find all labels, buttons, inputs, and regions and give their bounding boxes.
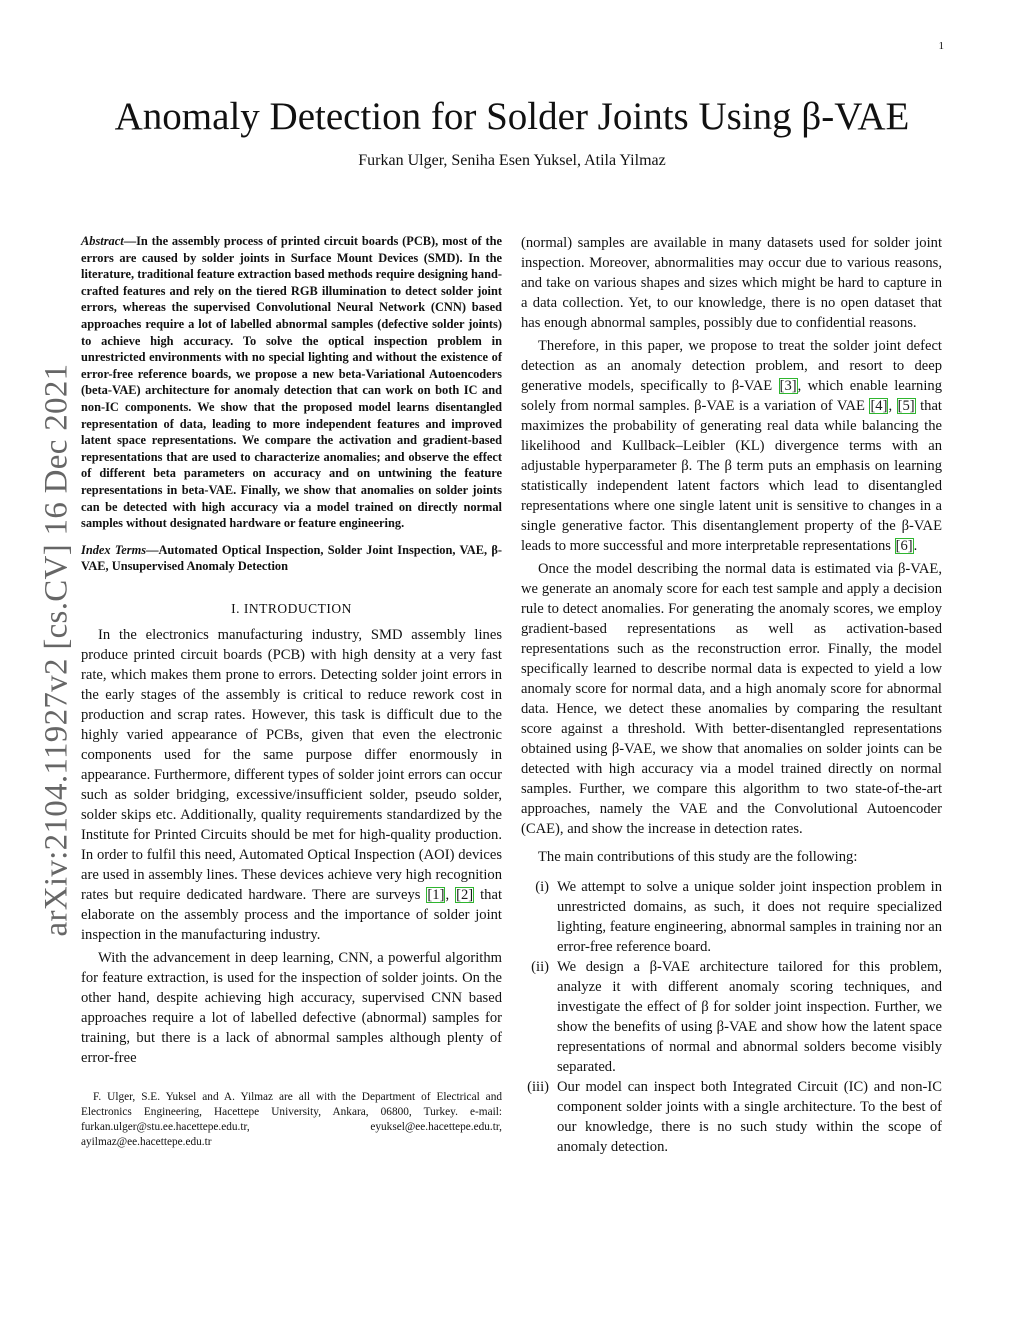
intro-paragraph-5: Once the model describing the normal data is estimated via β-VAE, we generate an anomaly score for each test sample and apply a decision rule to detect anomalies. For generating the anomaly scores, we employ gradient-based representations as well as activation-based representations such as the reconstruction error. Finally, the model specifically learned to describe normal data is expected to yield a low anomaly score for normal data, and a high anomaly score for abnormal data. Hence, we detect these anomalies by comparing the resultant score against a threshold. With better-disentangled representations obtained using β-VAE, we show that anomalies on solder joints can be detected with high accuracy via a model trained directly on normal samples. Further, we compare this algorithm to two state-of-the-art approaches, namely the VAE and the Convolutional Autoencoder (CAE), and show the increase in detection rates. [521, 561, 942, 837]
contribution-text: Our model can inspect both Integrated Circuit (IC) and non-IC component solder joints with a single architecture. To the best of our knowledge, there is no such study within the scope of anomaly detection. [557, 1079, 942, 1155]
author-list: Furkan Ulger, Seniha Esen Yuksel, Atila Yilmaz [358, 152, 666, 169]
abstract-label: Abstract [81, 234, 124, 248]
contribution-number: (i) [535, 879, 549, 895]
citation-link-4[interactable]: [4] [870, 398, 888, 414]
paper-title: Anomaly Detection for Solder Joints Using β-VAE [114, 95, 910, 138]
intro-paragraph-2: With the advancement in deep learning, CNN, a powerful algorithm for feature extraction, is used for the inspection of solder joints. On the other hand, despite achieving high accuracy, supervised CNN based approaches require a lot of labelled defective (abnormal) samples for training, but there is a lack of abnormal samples although plenty of error-free [81, 949, 502, 1066]
intro-paragraph-1: In the electronics manufacturing industry, SMD assembly lines produce printed circuit boards (PCB) with high density at a very fast rate, which makes them prone to errors. Detecting solder joint errors in the early stages of the assembly is critical to reduce rework cost in production and scrap rates. However, this task is difficult due to the highly varied appearance of PCBs, given that even the electronic components used for the same purpose differ enormously in appearance. Furthermore, different types of solder joint errors can occur such as solder bridging, excessive/insufficient solder, pseudo solder, solder skips etc. Additionally, quality requirements standardized by the Institute for Printed Circuits should be met for high-quality production. In order to fulfil this need, Automated Optical Inspection (AOI) devices are used in assembly lines. These devices achieve very high recognition rates but require dedicated hardware. There are surveys [1], [2] that elaborate on the assembly process and the importance of solder joint inspection in the manufacturing industry. [81, 626, 502, 943]
contribution-number: (iii) [527, 1079, 549, 1095]
contribution-item [521, 957, 942, 1077]
index-terms [81, 542, 502, 575]
citation-link-1[interactable]: [1] [427, 886, 445, 903]
contribution-item [521, 1077, 942, 1157]
arxiv-stamp: arXiv:2104.11927v2 [cs.CV] 16 Dec 2021 [38, 363, 75, 937]
contributions-list [521, 877, 942, 1157]
contribution-text: We design a β-VAE architecture tailored for this problem, analyze it with different anomaly scoring techniques, and investigate the effect of β for solder joint inspection. Further, we show the benefits of using β-VAE and show how the latent space representations of normal and abnormal solders become visibly separated. [557, 959, 942, 1075]
abstract-text: —In the assembly process of printed circuit boards (PCB), most of the errors are caused by solder joints in Surface Mount Devices (SMD). In the literature, traditional feature extraction based methods require designing hand-crafted features and rely on the tiered RGB illumination to detect solder joint errors, whereas the supervised Convolutional Neural Network (CNN) based approaches require a lot of labelled abnormal samples (defective solder joints) to achieve high accuracy. To solve the optical inspection problem in unrestricted environments with no special lighting and without the existence of error-free reference boards, we propose a new beta-Variational Autoencoders (beta-VAE) architecture for anomaly detection that can work on both IC and non-IC components. We show that the proposed model learns disentangled representation of data, leading to more independent features and improved latent space representations. We compare the activation and gradient-based representations that are used to characterize anomalies; and observe the effect of different beta parameters on accuracy and on untwining the feature representations in beta-VAE. Finally, we show that anomalies on solder joints can be detected with high accuracy via a model trained on directly normal samples without designated hardware or feature engineering. [81, 234, 502, 531]
left-column [81, 233, 502, 1150]
contribution-item [521, 877, 942, 957]
intro-paragraph-6: The main contributions of this study are the following: [538, 849, 858, 865]
abstract [81, 233, 502, 532]
intro-paragraph-4: Therefore, in this paper, we propose to treat the solder joint defect detection as an anomaly detection problem, and resort to deep generative models, specifically to β-VAE [3], which enable learning solely from normal samples. β-VAE is a variation of VAE [4], [5] that maximizes the probability of generating real data while balancing the likelihood and Kullback–Leibler (KL) divergence terms with an adjustable hyperparameter β. The β term puts an emphasis on learning statistically independent latent factors which lead to disentangled representations where one single latent unit is sensitive to changes in a single generative factor. This disentanglement property of the β-VAE leads to more successful and more interpretable representations [6]. [521, 338, 943, 554]
page-number: 1 [938, 40, 944, 52]
index-terms-text: —Automated Optical Inspection, Solder Joint Inspection, VAE, β-VAE, Unsupervised Anomaly Detection [81, 542, 503, 574]
contribution-text: We attempt to solve a unique solder joint inspection problem in unrestricted domains, as such, it does not require specialized lighting, feature engineering, abnormal samples in training nor an error-free reference board. [557, 879, 942, 955]
index-terms-label: Index Terms [81, 542, 147, 557]
intro-paragraph-3: (normal) samples are available in many datasets used for solder joint inspection. Moreover, abnormalities may occur due to various reasons, and take on various shapes and sizes which might be hard to capture in a data collection. Yet, to our knowledge, there is no open dataset that has enough abnormal samples, possibly due to confidential reasons. [521, 235, 942, 331]
citation-link-5[interactable]: [5] [897, 398, 915, 414]
citation-link-6[interactable]: [6] [895, 538, 913, 554]
citation-link-3[interactable]: [3] [779, 378, 797, 394]
contribution-number: (ii) [531, 959, 549, 975]
citation-link-2[interactable]: [2] [456, 886, 474, 903]
author-affiliation-footnote: F. Ulger, S.E. Yuksel and A. Yilmaz are all with the Department of Electrical and Electronics Engineering, Hacettepe University, Ankara, 06800, Turkey. e-mail: furkan.ulger@stu.ee.hacettepe.edu.tr, eyuksel@ee.hacettepe.edu.tr, ayilmaz@ee.hacettepe.edu.tr [81, 1090, 502, 1148]
right-column [521, 233, 942, 1157]
section-heading-introduction: I. INTRODUCTION [231, 600, 352, 616]
